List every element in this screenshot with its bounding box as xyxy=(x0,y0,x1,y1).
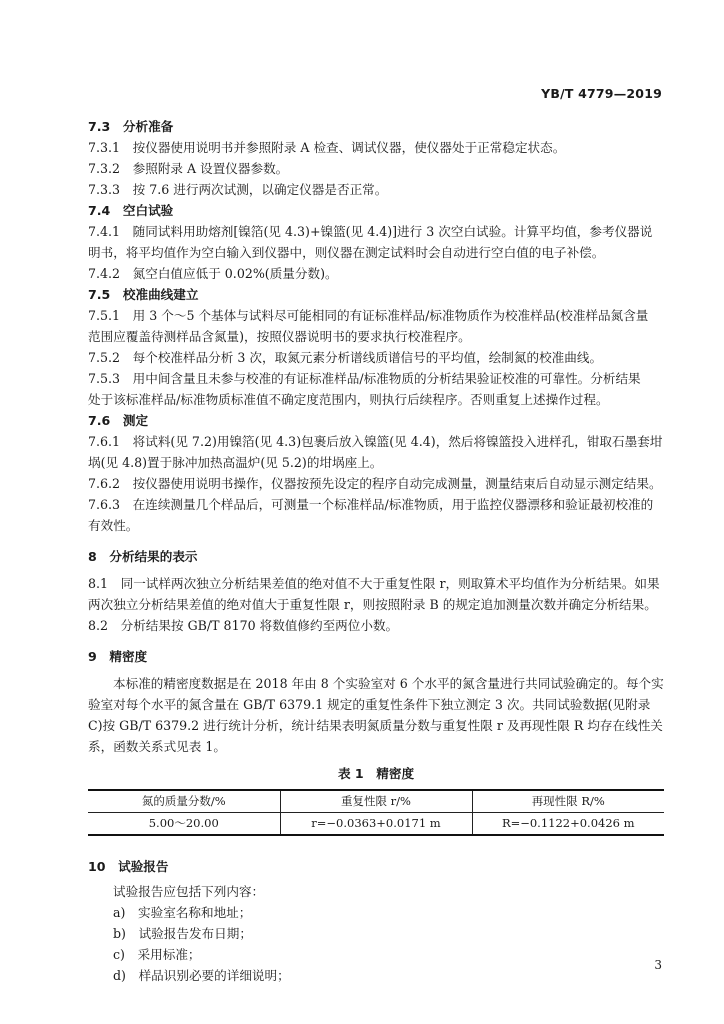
table-header-row xyxy=(88,790,664,813)
clause-7-4-1-line1: 7.4.1 随同试料用助熔剂[镍箔(见 4.3)+镍篮(见 4.4)]进行 3 次空白试验。计算平均值，参考仪器说 xyxy=(88,224,653,239)
clause-8-2: 8.2 分析结果按 GB/T 8170 将数值修约至两位小数。 xyxy=(88,618,399,633)
paragraph-9-line2: 验室对每个水平的氮含量在 GB/T 6379.1 规定的重复性条件下独立测定 3 次。共同试验数据(见附录 xyxy=(88,697,651,712)
list-item-a: a) 实验室名称和地址； xyxy=(113,905,252,920)
section-7-5-heading: 7.5 校准曲线建立 xyxy=(88,287,199,302)
table-cell: r=−0.0363+0.0171 m xyxy=(280,813,472,836)
list-item-c: c) 采用标准； xyxy=(113,947,201,962)
clause-7-6-1-line2: 埚(见 4.8)置于脉冲加热高温炉(见 5.2)的坩埚座上。 xyxy=(88,455,383,470)
section-10-heading: 10 试验报告 xyxy=(88,859,169,874)
table-row xyxy=(88,813,664,836)
paragraph-10: 试验报告应包括下列内容： xyxy=(113,884,265,899)
precision-table xyxy=(88,789,664,836)
section-7-4-heading: 7.4 空白试验 xyxy=(88,203,174,218)
clause-7-3-2: 7.3.2 参照附录 A 设置仪器参数。 xyxy=(88,161,289,176)
clause-7-5-3-line1: 7.5.3 用中间含量且未参与校准的有证标准样品/标准物质的分析结果验证校准的可靠性。分析结果 xyxy=(88,371,641,386)
table-cell: 5.00～20.00 xyxy=(88,813,280,836)
section-7-6-heading: 7.6 测定 xyxy=(88,413,149,428)
table-header-cell: 重复性限 r/% xyxy=(280,790,472,813)
section-8-heading: 8 分析结果的表示 xyxy=(88,549,198,564)
paragraph-9-line4: 系，函数关系式见表 1。 xyxy=(88,739,226,754)
clause-7-5-1-line1: 7.5.1 用 3 个～5 个基体与试料尽可能相同的有证标准样品/标准物质作为校准样品(校准样品氮含量 xyxy=(88,308,649,323)
table-cell: R=−0.1122+0.0426 m xyxy=(472,813,664,836)
clause-8-1-line2: 两次独立分析结果差值的绝对值大于重复性限 r，则按照附录 B 的规定追加测量次数并确定分析结果。 xyxy=(88,597,657,612)
paragraph-9-line1: 本标准的精密度数据是在 2018 年由 8 个实验室对 6 个水平的氮含量进行共同试验确定的。每个实 xyxy=(113,676,664,691)
document-body xyxy=(88,116,664,986)
clause-7-6-1-line1: 7.6.1 将试料(见 7.2)用镍箔(见 4.3)包裹后放入镍篮(见 4.4)，然后将镍篮投入进样孔，钳取石墨套坩 xyxy=(88,434,663,449)
section-7-3-heading: 7.3 分析准备 xyxy=(88,119,174,134)
table-header-cell: 氮的质量分数/% xyxy=(88,790,280,813)
section-9-heading: 9 精密度 xyxy=(88,649,148,664)
table-header-cell: 再现性限 R/% xyxy=(472,790,664,813)
standard-number: YB/T 4779—2019 xyxy=(541,86,662,101)
table-caption: 表 1 精密度 xyxy=(337,766,415,781)
list-item-d: d) 样品识别必要的详细说明； xyxy=(113,968,290,983)
clause-8-1-line1: 8.1 同一试样两次独立分析结果差值的绝对值不大于重复性限 r，则取算术平均值作为分析结果。如果 xyxy=(88,576,660,591)
clause-7-5-3-line2: 处于该标准样品/标准物质标准值不确定度范围内，则执行后续程序。否则重复上述操作过程。 xyxy=(88,392,609,407)
clause-7-5-1-line2: 范围应覆盖待测样品含氮量)，按照仪器说明书的要求执行校准程序。 xyxy=(88,329,471,344)
clause-7-6-3-line2: 有效性。 xyxy=(88,518,139,533)
paragraph-9-line3: C)按 GB/T 6379.2 进行统计分析，统计结果表明氮质量分数与重复性限 r 及再现性限 R 均存在线性关 xyxy=(88,718,663,733)
clause-7-6-3-line1: 7.6.3 在连续测量几个样品后，可测量一个标准样品/标准物质，用于监控仪器漂移和验证最初校准的 xyxy=(88,497,654,512)
clause-7-4-1-line2: 明书，将平均值作为空白输入到仪器中，则仪器在测定试料时会自动进行空白值的电子补偿。 xyxy=(88,245,605,260)
clause-7-5-2: 7.5.2 每个校准样品分析 3 次，取氮元素分析谱线质谱信号的平均值，绘制氮的校准曲线。 xyxy=(88,350,603,365)
clause-7-4-2: 7.4.2 氮空白值应低于 0.02%(质量分数)。 xyxy=(88,266,338,281)
page-number: 3 xyxy=(654,958,662,972)
clause-7-6-2: 7.6.2 按仪器使用说明书操作，仪器按预先设定的程序自动完成测量，测量结束后自动显示测定结果。 xyxy=(88,476,662,491)
list-item-b: b) 试验报告发布日期； xyxy=(113,926,252,941)
clause-7-3-1: 7.3.1 按仪器使用说明书并参照附录 A 检查、调试仪器，使仪器处于正常稳定状态。 xyxy=(88,140,566,155)
clause-7-3-3: 7.3.3 按 7.6 进行两次试测，以确定仪器是否正常。 xyxy=(88,182,388,197)
